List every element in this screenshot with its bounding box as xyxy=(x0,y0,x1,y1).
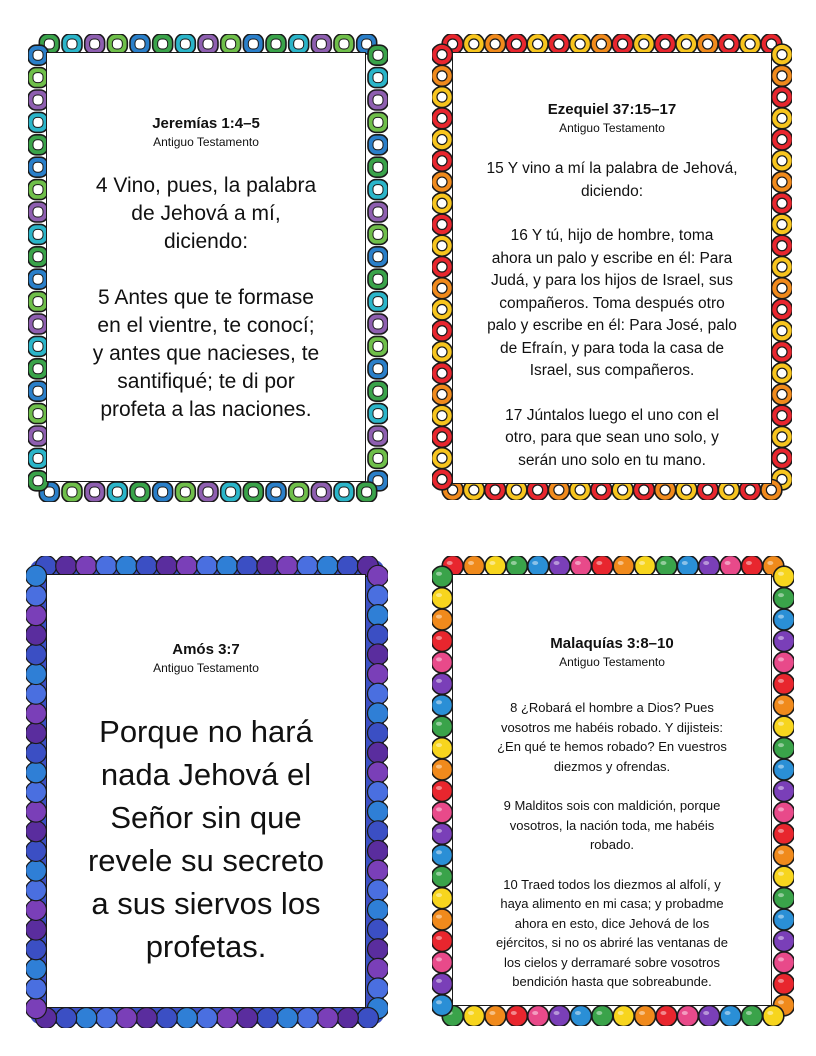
card-text-panel xyxy=(46,52,366,482)
scripture-card-malaquias xyxy=(432,556,794,1026)
scripture-reference: Jeremías 1:4–5 xyxy=(152,115,260,132)
card-text-panel xyxy=(452,574,772,1006)
verse-text: 5 Antes que te formase en el vientre, te conocí; y antes que nacieses, te santifiqué; te di por profeta a las naciones. xyxy=(92,286,320,421)
scripture-reference: Ezequiel 37:15–17 xyxy=(547,101,677,118)
scripture-card-jeremias xyxy=(28,34,388,502)
verse-text: 4 Vino, pues, la palabra de Jehová a mí, diciendo: xyxy=(95,174,317,253)
scripture-reference: Amós 3:7 xyxy=(172,641,240,658)
verse-text: Porque no hará nada Jehová el Señor sin que revele su secreto a sus siervos los profetas. xyxy=(87,714,325,964)
testament-label: Antiguo Testamento xyxy=(559,655,665,669)
card-text-panel xyxy=(46,574,366,1008)
verse-text: 15 Y vino a mí la palabra de Jehová, diciendo: xyxy=(486,160,738,200)
verse-text: 10 Traed todos los diezmos al alfolí, y haya alimento en mi casa; y probadme ahora en esto, dice Jehová de los ejércitos, si no os abriré las ventanas de los cielos y derramaré sobre vosotros bendición hasta que sobreabunde. xyxy=(496,876,728,989)
testament-label: Antiguo Testamento xyxy=(153,661,259,675)
card-text-panel xyxy=(452,52,772,484)
testament-label: Antiguo Testamento xyxy=(559,121,665,135)
scripture-card-ezequiel xyxy=(432,34,792,500)
verse-text: 9 Malditos sois con maldición, porque vosotros, la nación toda, me habéis robado. xyxy=(503,798,721,852)
verse-text: 16 Y tú, hijo de hombre, toma ahora un palo y escribe en él: Para Judá, y para los hijos de Israel, sus compañeros. Toma después otro palo y escribe en él: Para José, palo de Efraín, y para toda la casa de Israel, sus compañeros. xyxy=(487,227,737,379)
verse-text: 8 ¿Robará el hombre a Dios? Pues vosotros me habéis robado. Y dijisteis: ¿En qué te hemos robado? En vuestros diezmos y ofrendas. xyxy=(497,700,727,774)
scripture-reference: Malaquías 3:8–10 xyxy=(550,635,674,652)
verse-text: 17 Júntalos luego el uno con el otro, para que sean uno solo, y serán uno solo en tu mano. xyxy=(505,406,719,469)
scripture-card-amos xyxy=(26,556,388,1028)
testament-label: Antiguo Testamento xyxy=(153,135,259,149)
